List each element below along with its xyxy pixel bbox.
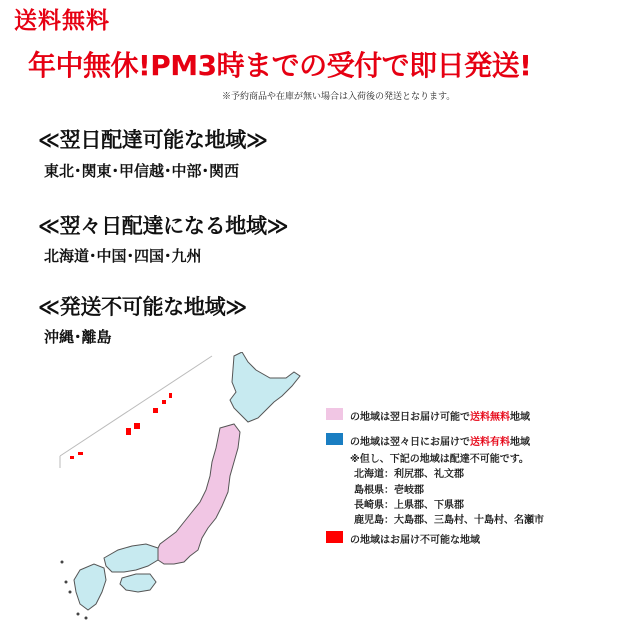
- hokkaido-region: [230, 352, 300, 422]
- section-body-next-day: 東北･関東･甲信越･中部･関西: [44, 162, 240, 180]
- okinawa-island: [162, 400, 166, 404]
- section-body-unavailable: 沖縄･離島: [44, 328, 112, 346]
- legend-unavailable: の地域はお届け不可能な地域: [350, 535, 480, 546]
- legend-swatch-next-day: [326, 408, 343, 420]
- exception-row: 北海道：利尻郡、礼文郡: [354, 469, 464, 480]
- backorder-note: ※予約商品や在庫が無い場合は入荷後の発送となります。: [222, 92, 456, 102]
- free-shipping-label: 送料無料: [14, 8, 110, 34]
- island-dot: [77, 613, 80, 616]
- island-dot: [85, 617, 88, 620]
- island-dot: [65, 581, 68, 584]
- exception-row: 鹿児島：大島郡、三島村、十島村、名瀬市: [354, 515, 544, 526]
- legend-next-day: の地域は翌日お届け可能で送料無料地域: [350, 412, 530, 423]
- okinawa-islands: [70, 393, 172, 459]
- okinawa-island: [70, 456, 74, 459]
- legend-swatch-unavailable: [326, 531, 343, 543]
- exception-row: 長崎県：上県郡、下県郡: [354, 500, 464, 511]
- shikoku-region: [120, 574, 156, 592]
- okinawa-island: [153, 408, 158, 413]
- legend-exception-note: ※但し、下記の地域は配達不可能です。: [350, 454, 529, 465]
- okinawa-inset-border: [60, 356, 212, 456]
- island-dot: [61, 561, 64, 564]
- island-dot: [69, 591, 72, 594]
- shipping-headline: 年中無休!PM3時までの受付で即日発送!: [28, 49, 532, 82]
- okinawa-island: [78, 452, 83, 455]
- japan-delivery-map: [56, 352, 318, 620]
- okinawa-island: [126, 428, 131, 435]
- section-title-two-day: ≪翌々日配達になる地域≫: [38, 214, 289, 238]
- section-title-next-day: ≪翌日配達可能な地域≫: [38, 128, 268, 152]
- chugoku-region: [104, 544, 158, 572]
- honshu-next-day-region: [156, 424, 240, 564]
- kyushu-region: [74, 564, 106, 610]
- section-title-unavailable: ≪発送不可能な地域≫: [38, 295, 247, 319]
- okinawa-island: [169, 393, 172, 398]
- section-body-two-day: 北海道･中国･四国･九州: [44, 247, 202, 265]
- exception-row: 島根県：壱岐郡: [354, 485, 424, 496]
- legend-two-day: の地域は翌々日にお届けで送料有料地域: [350, 437, 530, 448]
- legend-swatch-two-day: [326, 433, 343, 445]
- okinawa-island: [134, 423, 140, 429]
